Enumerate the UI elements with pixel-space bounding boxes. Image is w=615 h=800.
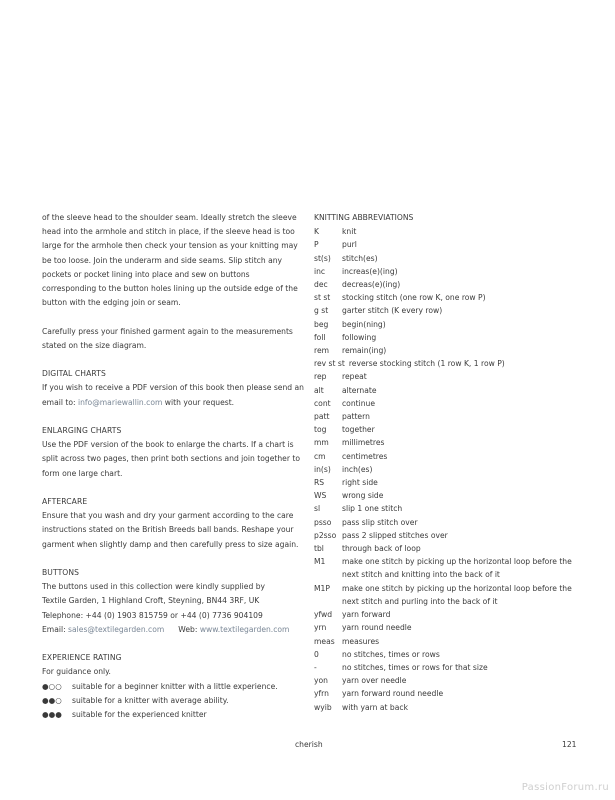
abbreviation-row	[314, 701, 584, 714]
abbreviation-term: dec	[314, 280, 328, 290]
abbreviation-meaning: centimetres	[342, 451, 388, 461]
rating-experienced: ●●● suitable for the experienced knitter	[42, 708, 304, 722]
enlarging-charts-text: Use the PDF version of the book to enlarge the charts. If a chart is split across two pages, then print both sections and join together to form one large chart.	[42, 440, 301, 478]
email-link-textilegarden[interactable]: sales@textilegarden.com	[68, 624, 165, 634]
digital-charts-text: If you wish to receive a PDF version of this book then please send an email to: info@mariewallin.com with your request.	[42, 383, 304, 407]
abbreviation-row	[314, 291, 584, 304]
abbreviation-term: P	[314, 240, 319, 250]
digital-charts-heading: DIGITAL CHARTS	[42, 369, 106, 379]
abbreviation-meaning: purl	[342, 240, 357, 250]
abbreviation-row	[314, 516, 584, 529]
left-column	[42, 211, 304, 722]
buttons-heading: BUTTONS	[42, 568, 80, 577]
abbreviation-meaning: slip 1 one stitch	[342, 504, 403, 514]
abbreviation-row	[314, 555, 584, 581]
abbreviation-meaning: stocking stitch (one row K, one row P)	[342, 293, 486, 303]
abbreviation-term: 0	[314, 649, 319, 659]
abbreviation-term: M1	[314, 557, 326, 567]
buttons-intro: The buttons used in this collection were kindly supplied by	[42, 582, 266, 592]
abbreviation-meaning: knit	[342, 227, 357, 237]
abbreviation-meaning: yarn forward round needle	[342, 689, 444, 699]
abbreviation-meaning: following	[342, 332, 377, 342]
abbreviation-term: in(s)	[314, 464, 331, 474]
abbreviation-row	[314, 238, 584, 251]
buttons-contact: Email: sales@textilegarden.com Web: www.textilegarden.com	[42, 624, 290, 634]
experience-rating-heading: EXPERIENCE RATING	[42, 653, 122, 663]
abbreviation-term: -	[314, 662, 317, 672]
abbreviation-meaning: yarn forward	[342, 610, 391, 620]
abbreviation-row	[314, 661, 584, 674]
rating-dots-icon: ●●●	[42, 710, 62, 720]
abbreviation-term: beg	[314, 319, 329, 329]
abbreviation-row	[314, 489, 584, 502]
supplier-name: Textile Garden	[42, 596, 97, 606]
rating-beginner: ●○○ suitable for a beginner knitter with a little experience.	[42, 680, 304, 694]
abbreviation-row	[314, 423, 584, 436]
abbreviation-meaning: inch(es)	[342, 464, 373, 474]
email-link-mariewallin[interactable]: info@mariewallin.com	[77, 397, 163, 407]
abbreviation-row	[314, 436, 584, 449]
abbreviation-meaning: wrong side	[342, 491, 384, 501]
footer-book-title: cherish	[295, 740, 323, 749]
abbreviation-term: yrn	[314, 623, 327, 633]
abbreviation-row	[314, 608, 584, 621]
abbreviation-term: inc	[314, 266, 326, 276]
abbreviations-list	[314, 225, 584, 714]
abbreviation-row	[314, 529, 584, 542]
abbreviation-row	[314, 225, 584, 238]
abbreviation-term: st(s)	[314, 253, 331, 263]
enlarging-charts-heading: ENLARGING CHARTS	[42, 426, 122, 435]
abbreviation-term: st st	[314, 293, 331, 303]
abbreviation-meaning: with yarn at back	[342, 702, 408, 712]
abbreviation-meaning: remain(ing)	[342, 346, 387, 356]
rating-dots-icon: ●●○	[42, 695, 62, 705]
abbreviation-term: yon	[314, 676, 328, 686]
abbreviation-meaning: measures	[342, 636, 380, 646]
abbreviation-term: wyib	[314, 702, 332, 712]
abbreviation-meaning: right side	[342, 478, 378, 488]
abbreviation-row	[314, 635, 584, 648]
abbreviation-row	[314, 304, 584, 317]
abbreviation-row	[314, 450, 584, 463]
abbreviation-term: yfrn	[314, 689, 329, 699]
abbreviation-meaning: yarn over needle	[342, 676, 407, 686]
abbreviation-meaning: stitch(es)	[342, 253, 378, 263]
abbreviation-row	[314, 318, 584, 331]
abbreviation-term: yfwd	[314, 610, 333, 620]
abbreviation-term: mm	[314, 438, 329, 448]
web-link-textilegarden[interactable]: www.textilegarden.com	[199, 624, 290, 634]
abbreviation-row	[314, 410, 584, 423]
abbreviation-meaning: increas(e)(ing)	[342, 266, 398, 276]
abbreviation-term: meas	[314, 636, 335, 646]
abbreviation-term: alt	[314, 385, 324, 395]
abbreviation-term: p2sso	[314, 530, 337, 540]
rating-dots-icon: ●○○	[42, 681, 62, 691]
abbreviation-term: M1P	[314, 583, 330, 593]
abbreviation-term: foll	[314, 332, 326, 342]
abbreviation-term: sl	[314, 504, 321, 514]
abbreviation-meaning: garter stitch (K every row)	[342, 306, 443, 316]
experience-intro: For guidance only.	[42, 667, 111, 677]
abbreviation-meaning: no stitches, times or rows	[342, 649, 440, 659]
abbreviation-term: WS	[314, 491, 327, 501]
abbreviation-meaning: make one stitch by picking up the horizontal loop before the next stitch and purling into the back of it	[342, 583, 572, 606]
abbreviation-row	[314, 344, 584, 357]
buttons-supplier-address: Textile Garden, 1 Highland Croft, Steyning, BN44 3RF, UK	[42, 596, 260, 606]
abbreviation-term: cm	[314, 451, 326, 461]
page-number: 121	[562, 740, 577, 749]
abbreviation-term: RS	[314, 478, 325, 488]
abbreviation-term: rev st st	[314, 359, 345, 369]
abbreviation-meaning: yarn round needle	[342, 623, 412, 633]
abbreviation-meaning: decreas(e)(ing)	[342, 280, 401, 290]
abbreviation-row	[314, 648, 584, 661]
abbreviation-row	[314, 542, 584, 555]
abbreviation-row	[314, 687, 584, 700]
watermark: PassionForum.ru	[521, 782, 609, 793]
abbreviation-meaning: reverse stocking stitch (1 row K, 1 row P)	[348, 359, 505, 369]
abbreviation-row	[314, 674, 584, 687]
abbreviation-term: psso	[314, 517, 332, 527]
abbreviation-row	[314, 252, 584, 265]
abbreviation-row	[314, 582, 584, 608]
abbreviation-term: g st	[314, 306, 329, 316]
abbreviation-term: rem	[314, 346, 330, 356]
abbreviation-row	[314, 331, 584, 344]
abbreviation-row	[314, 463, 584, 476]
abbreviation-meaning: no stitches, times or rows for that size	[342, 662, 488, 672]
finishing-paragraph: of the sleeve head to the shoulder seam. Ideally stretch the sleeve head into the armhole and stitch in place, if the sleeve head is too large for the armhole then check your tension as your knitting may be too loose. Join the underarm and side seams. Slip stitch any pockets or pocket lining into place and sew on buttons corresponding to the button holes lining up the outside edge of the button with the edging join or seam.	[42, 213, 298, 308]
pressing-paragraph: Carefully press your finished garment again to the measurements stated on the size diagram.	[42, 326, 293, 350]
abbreviation-meaning: pattern	[342, 412, 370, 422]
abbreviation-row	[314, 397, 584, 410]
abbreviation-term: patt	[314, 412, 330, 422]
abbreviation-meaning: alternate	[342, 385, 377, 395]
abbreviation-term: tog	[314, 425, 327, 435]
abbreviation-meaning: continue	[342, 398, 376, 408]
rating-average: ●●○ suitable for a knitter with average ability.	[42, 694, 304, 708]
abbreviation-meaning: pass slip stitch over	[342, 517, 418, 527]
abbreviation-meaning: make one stitch by picking up the horizontal loop before the next stitch and knitting into the back of it	[342, 557, 572, 580]
abbreviations-heading: KNITTING ABBREVIATIONS	[314, 213, 414, 222]
abbreviation-row	[314, 265, 584, 278]
abbreviation-meaning: millimetres	[342, 438, 385, 448]
abbreviation-row	[314, 384, 584, 397]
abbreviation-meaning: repeat	[342, 372, 367, 382]
abbreviation-term: rep	[314, 372, 327, 382]
abbreviation-meaning: pass 2 slipped stitches over	[342, 530, 448, 540]
abbreviation-row	[314, 370, 584, 383]
abbreviation-term: tbl	[314, 544, 324, 554]
abbreviation-meaning: through back of loop	[342, 544, 421, 554]
abbreviation-row	[314, 621, 584, 634]
aftercare-text: Ensure that you wash and dry your garment according to the care instructions stated on the British Breeds ball bands. Reshape your garment when slightly damp and then carefully press to size again.	[42, 511, 299, 549]
abbreviation-row	[314, 357, 584, 370]
aftercare-heading: AFTERCARE	[42, 497, 88, 506]
abbreviation-term: K	[314, 227, 319, 237]
abbreviation-meaning: begin(ning)	[342, 319, 386, 329]
abbreviation-term: cont	[314, 398, 331, 408]
abbreviations-column	[314, 211, 584, 714]
abbreviation-row	[314, 278, 584, 291]
abbreviation-meaning: together	[342, 425, 375, 435]
abbreviation-row	[314, 502, 584, 515]
abbreviation-row	[314, 476, 584, 489]
buttons-phone: Telephone: +44 (0) 1903 815759 or +44 (0) 7736 904109	[42, 610, 263, 620]
